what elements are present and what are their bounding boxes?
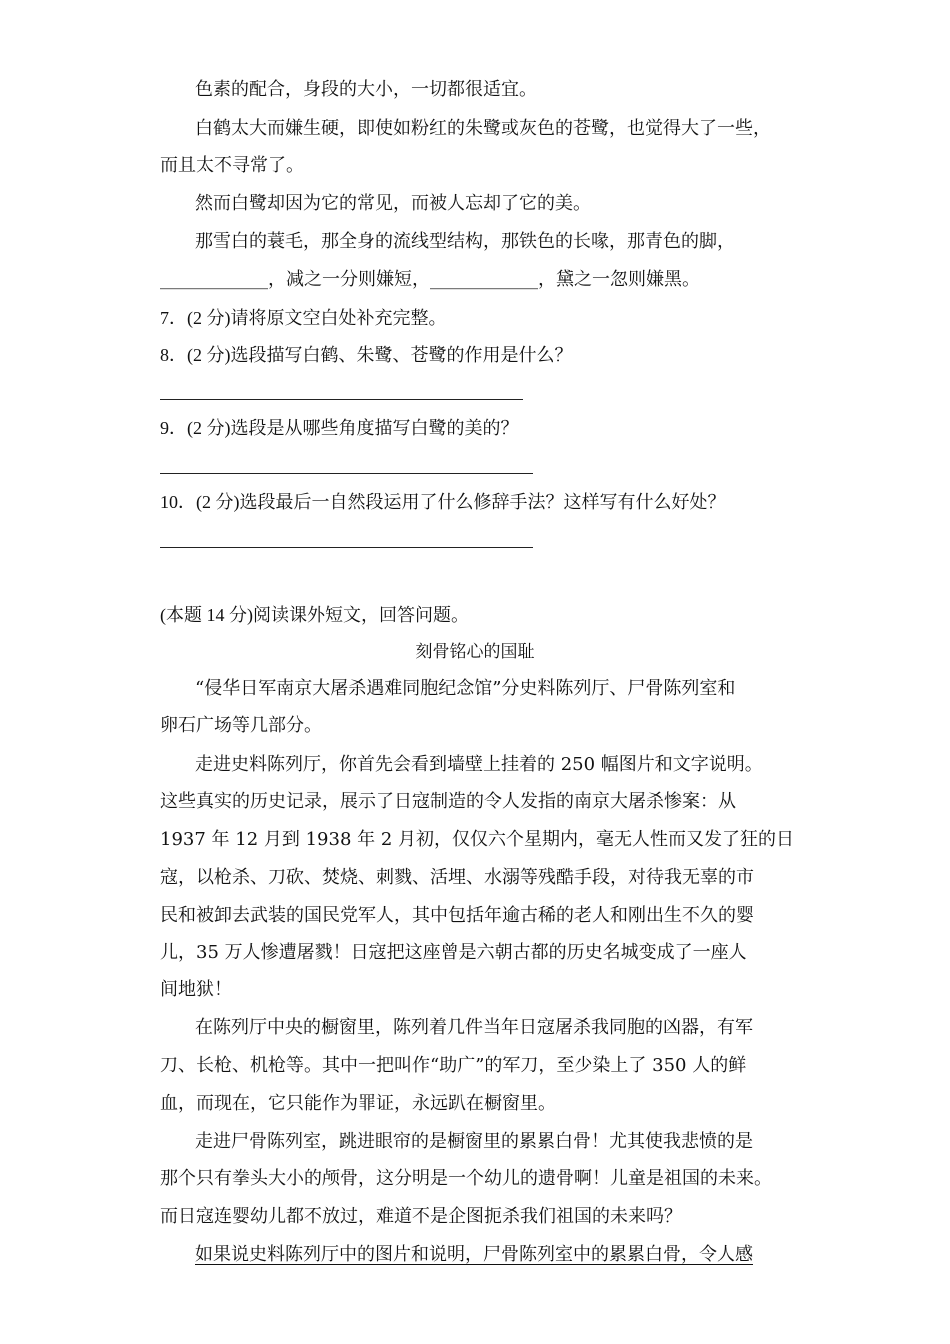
question-7: 7．(2 分)请将原文空白处补充完整。 — [160, 308, 447, 328]
article-line: 而日寇连婴幼儿都不放过，难道不是企图扼杀我们祖国的未来吗？ — [160, 1206, 682, 1227]
article-line: 走进尸骨陈列室，跳进眼帘的是橱窗里的累累白骨！尤其使我悲愤的是 — [195, 1131, 753, 1152]
underlined-article-line: 如果说史料陈列厅中的图片和说明，尸骨陈列室中的累累白骨，令人感 — [195, 1244, 753, 1265]
fill-in-blank-line: ____________，减之一分则嫌短，____________，黛之一忽则嫌黑。 — [160, 269, 700, 290]
passage-line: 那雪白的蓑毛，那全身的流线型结构，那铁色的长喙，那青色的脚， — [195, 231, 735, 252]
passage-line: 然而白鹭却因为它的常见，而被人忘却了它的美。 — [195, 193, 591, 214]
answer-line-9[interactable] — [160, 473, 533, 474]
passage-line: 白鹤太大而嫌生硬，即使如粉红的朱鹭或灰色的苍鹭，也觉得大了一些， — [195, 118, 771, 139]
passage-line: 色素的配合，身段的大小，一切都很适宜。 — [195, 79, 537, 100]
article-line: 儿，35 万人惨遭屠戮！日寇把这座曾是六朝古都的历史名城变成了一座人 — [160, 942, 747, 963]
article-line: “侵华日军南京大屠杀遇难同胞纪念馆”分史料陈列厅、尸骨陈列室和 — [195, 678, 736, 699]
article-line: 血，而现在，它只能作为罪证，永远趴在橱窗里。 — [160, 1093, 556, 1114]
answer-line-10[interactable] — [160, 547, 533, 548]
question-8: 8．(2 分)选段描写白鹤、朱鹭、苍鹭的作用是什么？ — [160, 345, 573, 365]
article-line: 这些真实的历史记录，展示了日寇制造的令人发指的南京大屠杀惨案：从 — [160, 791, 736, 812]
article-line: 走进史料陈列厅，你首先会看到墙壁上挂着的 250 幅图片和文字说明。 — [195, 754, 763, 775]
article-line: 1937 年 12 月到 1938 年 2 月初，仅仅六个星期内，毫无人性而又发了狂的日 — [160, 829, 795, 850]
article-line: 刀、长枪、机枪等。其中一把叫作“助广”的军刀，至少染上了 350 人的鲜 — [160, 1055, 747, 1076]
question-9: 9．(2 分)选段是从哪些角度描写白鹭的美的？ — [160, 418, 519, 438]
article-line: 在陈列厅中央的橱窗里，陈列着几件当年日寇屠杀我同胞的凶器，有军 — [195, 1017, 753, 1038]
section-intro: (本题 14 分)阅读课外短文，回答问题。 — [160, 605, 469, 625]
answer-line-8[interactable] — [160, 399, 523, 400]
article-line: 寇，以枪杀、刀砍、焚烧、刺戮、活埋、水溺等残酷手段，对待我无辜的市 — [160, 867, 754, 888]
question-10: 10．(2 分)选段最后一自然段运用了什么修辞手法？这样写有什么好处？ — [160, 492, 726, 512]
passage-line: 而且太不寻常了。 — [160, 155, 304, 176]
article-line: 间地狱！ — [160, 979, 232, 1000]
article-line: 卵石广场等几部分。 — [160, 715, 322, 736]
article-title: 刻骨铭心的国耻 — [415, 642, 535, 662]
article-line: 那个只有拳头大小的颅骨，这分明是一个幼儿的遗骨啊！儿童是祖国的未来。 — [160, 1168, 772, 1189]
article-line: 民和被卸去武装的国民党军人，其中包括年逾古稀的老人和刚出生不久的婴 — [160, 905, 754, 926]
